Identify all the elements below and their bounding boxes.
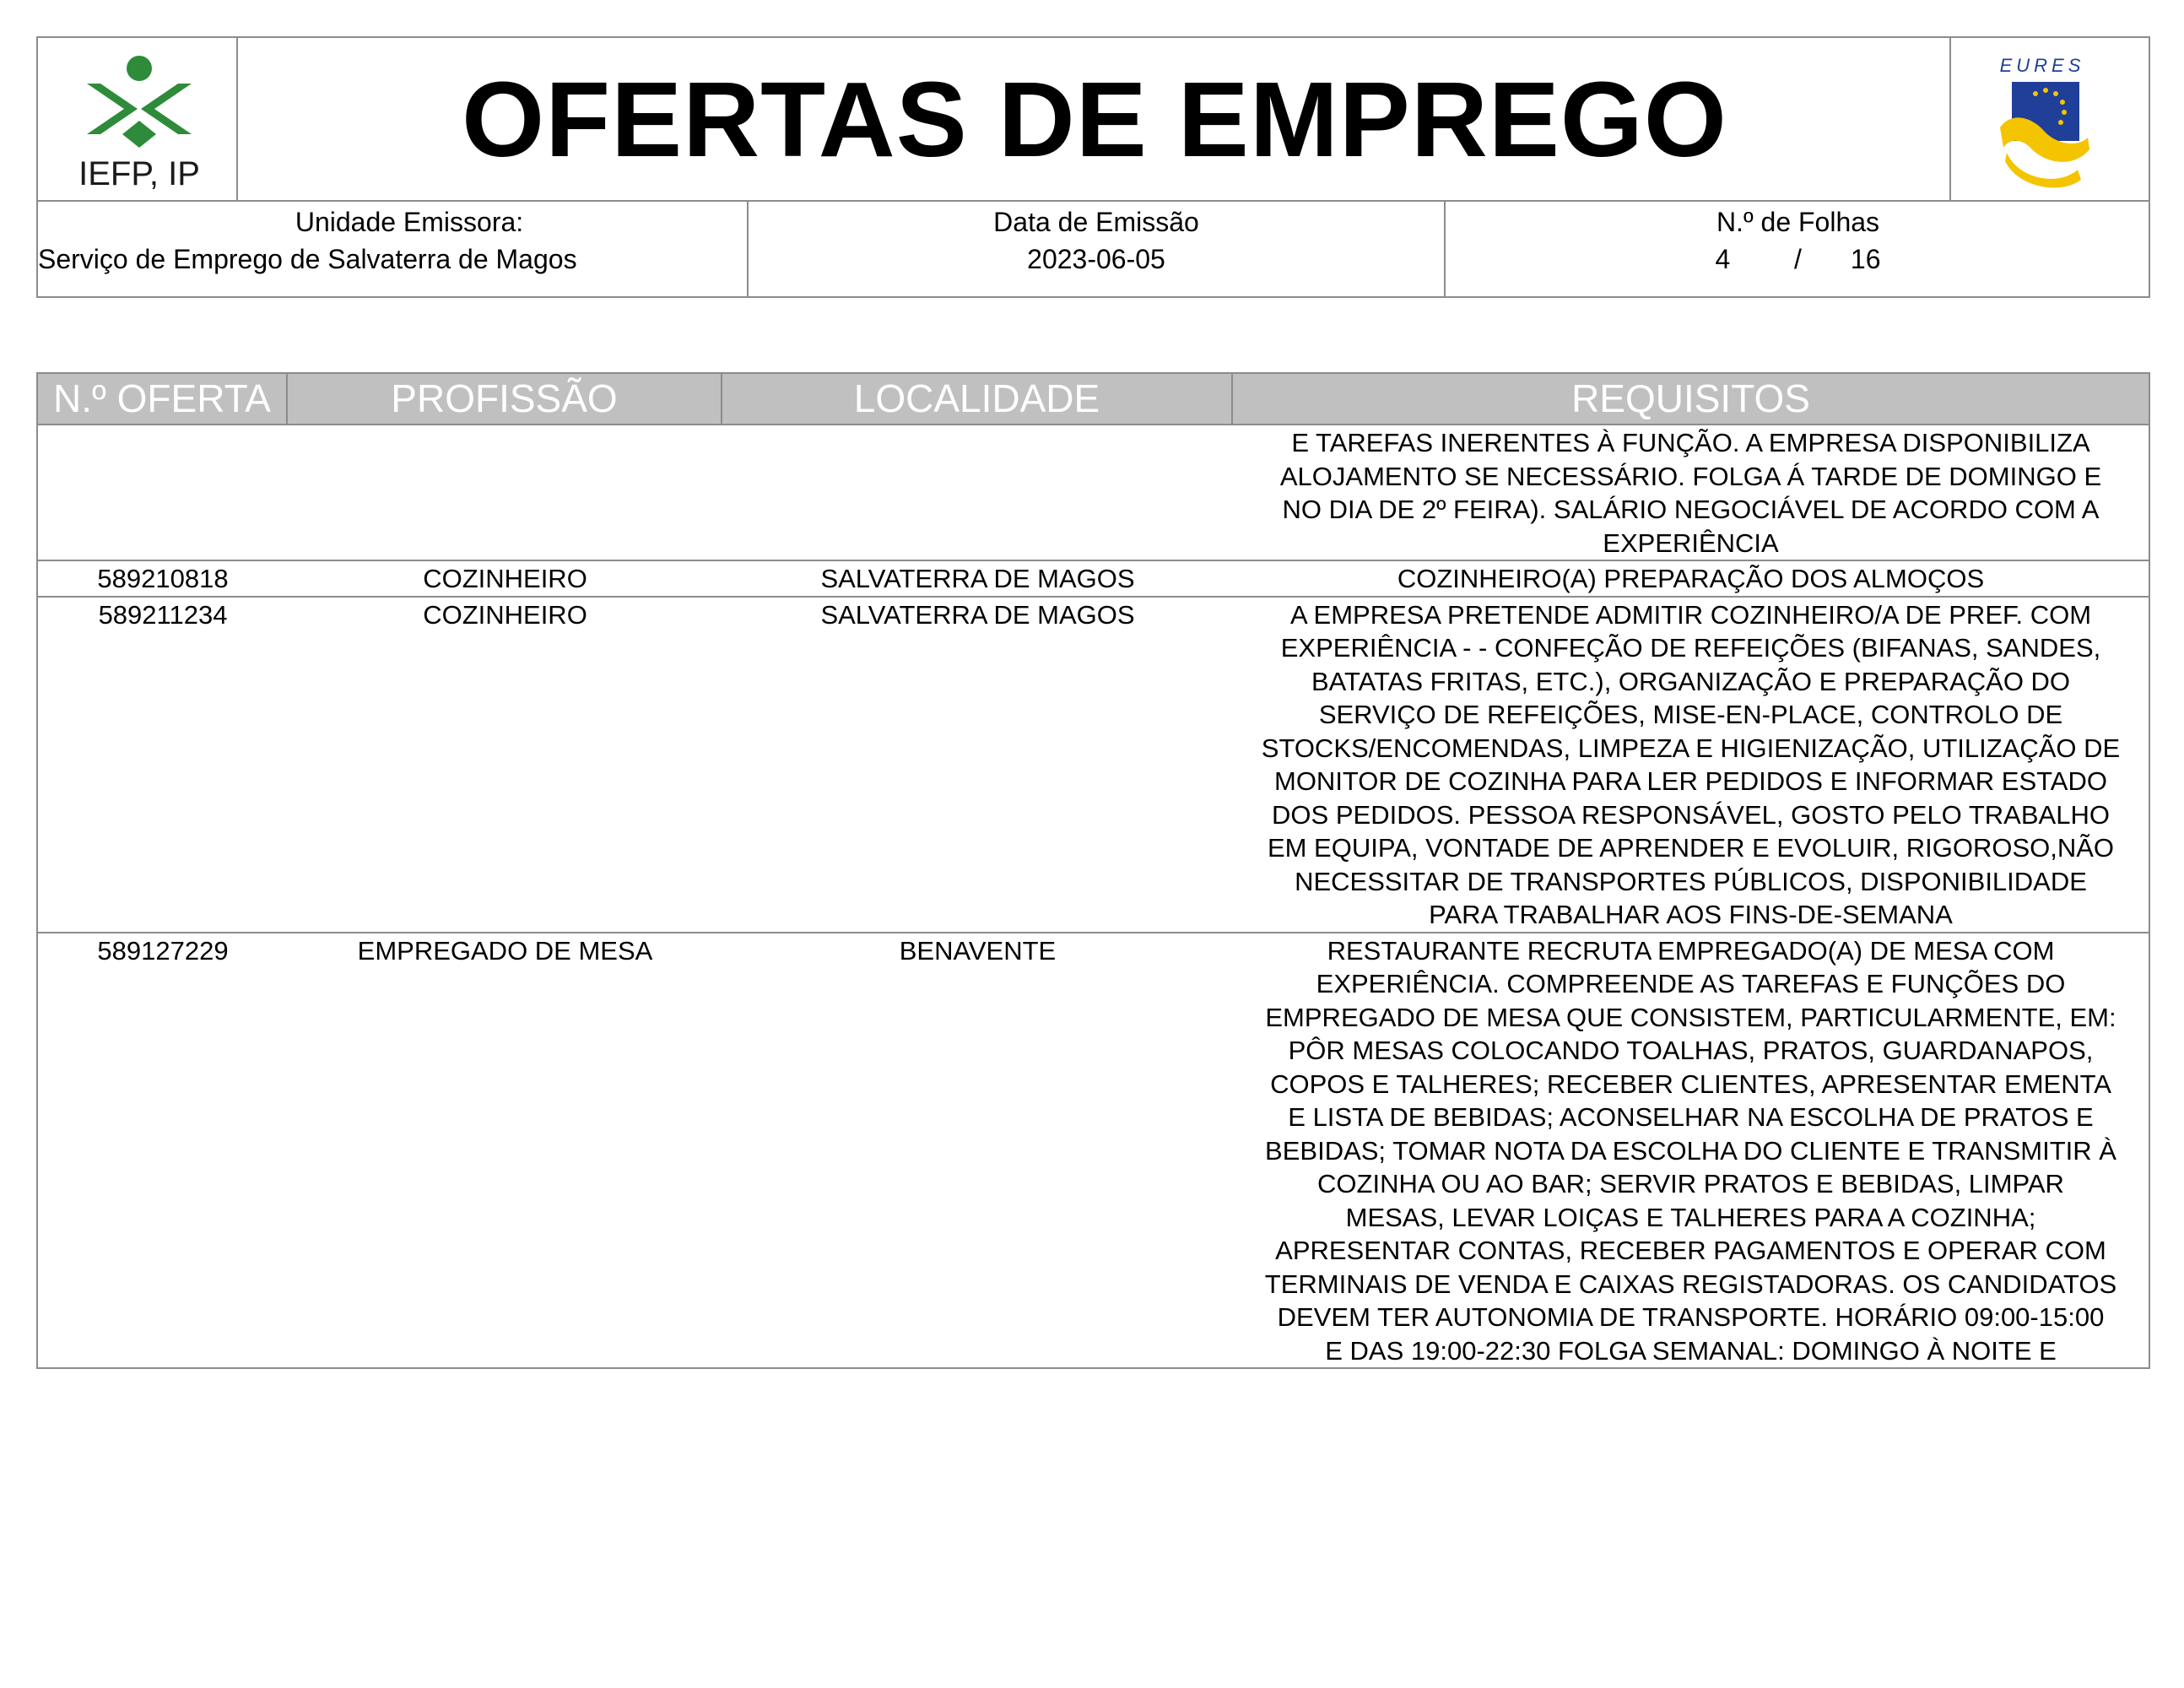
requirements-line: NECESSITAR DE TRANSPORTES PÚBLICOS, DISPONIBILIDADE	[1295, 866, 2087, 896]
iefp-logo	[38, 38, 238, 200]
requirements-line: RESTAURANTE RECRUTA EMPREGADO(A) DE MESA COM	[1327, 935, 2055, 966]
requirements-line: SERVIÇO DE REFEIÇÕES, MISE-EN-PLACE, CONTROLO DE	[1318, 700, 2063, 729]
iefp-emblem-icon	[72, 50, 207, 193]
location-cell	[722, 425, 1233, 560]
requirements-cell	[1233, 425, 2149, 560]
requirements-line: BEBIDAS; TOMAR NOTA DA ESCOLHA DO CLIENTE E TRANSMITIR À	[1265, 1135, 2116, 1166]
numero-folhas-label: N.º de Folhas	[1716, 207, 1880, 237]
requirements-line: E DAS 19:00-22:30 FOLGA SEMANAL: DOMINGO À NOITE E	[1325, 1335, 2057, 1366]
offer-number-cell	[38, 425, 288, 560]
column-header-localidade: LOCALIDADE	[722, 374, 1233, 424]
numero-folhas-cell	[1446, 202, 2150, 298]
requirements-line: EM EQUIPA, VONTADE DE APRENDER E EVOLUIR, RIGOROSO,NÃO	[1267, 833, 2115, 863]
offer-number-cell: 589211234	[98, 599, 228, 630]
column-header-profissao: PROFISSÃO	[288, 374, 722, 424]
table-row	[38, 425, 2149, 561]
table-row	[38, 598, 2149, 933]
requirements-line: DOS PEDIDOS. PESSOA RESPONSÁVEL, GOSTO PELO TRABALHO	[1272, 799, 2110, 830]
unidade-emissora-value: Serviço de Emprego de Salvaterra de Magos	[38, 244, 577, 274]
requirements-line: COZINHEIRO(A) PREPARAÇÃO DOS ALMOÇOS	[1397, 564, 1985, 593]
profession-cell	[288, 425, 722, 560]
numero-folhas-value	[1446, 241, 2150, 278]
requirements-line: BATATAS FRITAS, ETC.), ORGANIZAÇÃO E PREPARAÇÃO DO	[1311, 666, 2071, 696]
requirements-line: E LISTA DE BEBIDAS; ACONSELHAR NA ESCOLHA DE PRATOS E	[1288, 1102, 2094, 1132]
requirements-line: COZINHA OU AO BAR; SERVIR PRATOS E BEBIDAS, LIMPAR	[1317, 1169, 2064, 1198]
unidade-emissora-cell	[38, 202, 749, 298]
folha-atual: 4	[1715, 244, 1731, 274]
offers-table	[36, 372, 2150, 1369]
meta-row	[38, 200, 2149, 298]
table-row	[38, 933, 2149, 1368]
location-cell: BENAVENTE	[899, 935, 1057, 966]
profession-cell: EMPREGADO DE MESA	[357, 935, 653, 966]
table-header-row	[38, 374, 2149, 425]
requirements-line: A EMPRESA PRETENDE ADMITIR COZINHEIRO/A DE PREF. COM	[1289, 599, 2092, 630]
data-emissao-value: 2023-06-05	[1027, 244, 1165, 274]
column-header-oferta: N.º OFERTA	[38, 374, 288, 424]
eures-emblem-icon	[1993, 53, 2103, 188]
column-header-requisitos: REQUISITOS	[1571, 376, 1810, 420]
eures-logo-text: EURES	[1999, 55, 2085, 76]
table-row	[38, 561, 2149, 598]
location-cell: SALVATERRA DE MAGOS	[820, 564, 1135, 593]
requirements-cell	[1233, 561, 2149, 596]
iefp-logo-text: IEFP, IP	[78, 155, 200, 192]
requirements-line: NO DIA DE 2º FEIRA). SALÁRIO NEGOCIÁVEL DE ACORDO COM A	[1282, 495, 2100, 524]
requirements-line: COPOS E TALHERES; RECEBER CLIENTES, APRESENTAR EMENTA	[1270, 1069, 2111, 1099]
unidade-emissora-label: Unidade Emissora:	[295, 207, 524, 237]
requirements-line: EMPREGADO DE MESA QUE CONSISTEM, PARTICULARMENTE, EM:	[1265, 1002, 2116, 1032]
requirements-cell	[1233, 933, 2149, 1368]
page-title: OFERTAS DE EMPREGO	[462, 59, 1727, 179]
folha-separator: /	[1794, 244, 1802, 274]
requirements-line: PARA TRABALHAR AOS FINS-DE-SEMANA	[1429, 900, 1953, 929]
offer-number-cell: 589210818	[97, 564, 229, 593]
requirements-line: EXPERIÊNCIA. COMPREENDE AS TAREFAS E FUNÇÕES DO	[1316, 969, 2066, 998]
requirements-line: E TAREFAS INERENTES À FUNÇÃO. A EMPRESA DISPONIBILIZA	[1291, 428, 2090, 457]
profession-cell: COZINHEIRO	[423, 564, 587, 593]
requirements-line: STOCKS/ENCOMENDAS, LIMPEZA E HIGIENIZAÇÃO, UTILIZAÇÃO DE	[1261, 733, 2121, 763]
offer-number-cell: 589127229	[97, 935, 229, 966]
document-header	[36, 36, 2150, 298]
requirements-line: TERMINAIS DE VENDA E CAIXAS REGISTADORAS. OS CANDIDATOS	[1264, 1269, 2117, 1299]
requirements-line: EXPERIÊNCIA	[1603, 528, 1779, 558]
table-body	[38, 425, 2149, 1367]
requirements-cell	[1233, 598, 2149, 932]
requirements-line: PÔR MESAS COLOCANDO TOALHAS, PRATOS, GUARDANAPOS,	[1288, 1036, 2094, 1065]
requirements-line: APRESENTAR CONTAS, RECEBER PAGAMENTOS E OPERAR COM	[1275, 1236, 2106, 1265]
requirements-line: ALOJAMENTO SE NECESSÁRIO. FOLGA Á TARDE DE DOMINGO E	[1279, 461, 2102, 491]
location-cell: SALVATERRA DE MAGOS	[820, 599, 1135, 630]
requirements-line: MONITOR DE COZINHA PARA LER PEDIDOS E INFORMAR ESTADO	[1274, 766, 2107, 796]
requirements-line: DEVEM TER AUTONOMIA DE TRANSPORTE. HORÁRIO 09:00-15:00	[1277, 1302, 2105, 1332]
requirements-line: EXPERIÊNCIA - - CONFEÇÃO DE REFEIÇÕES (BIFANAS, SANDES,	[1280, 633, 2101, 663]
title-cell	[238, 38, 1951, 200]
data-emissao-cell	[749, 202, 1446, 298]
folhas-total: 16	[1850, 244, 1881, 274]
data-emissao-label: Data de Emissão	[993, 207, 1199, 237]
eures-logo	[1949, 38, 2149, 200]
requirements-line: MESAS, LEVAR LOIÇAS E TALHERES PARA A COZINHA;	[1345, 1202, 2036, 1232]
profession-cell: COZINHEIRO	[423, 599, 587, 630]
